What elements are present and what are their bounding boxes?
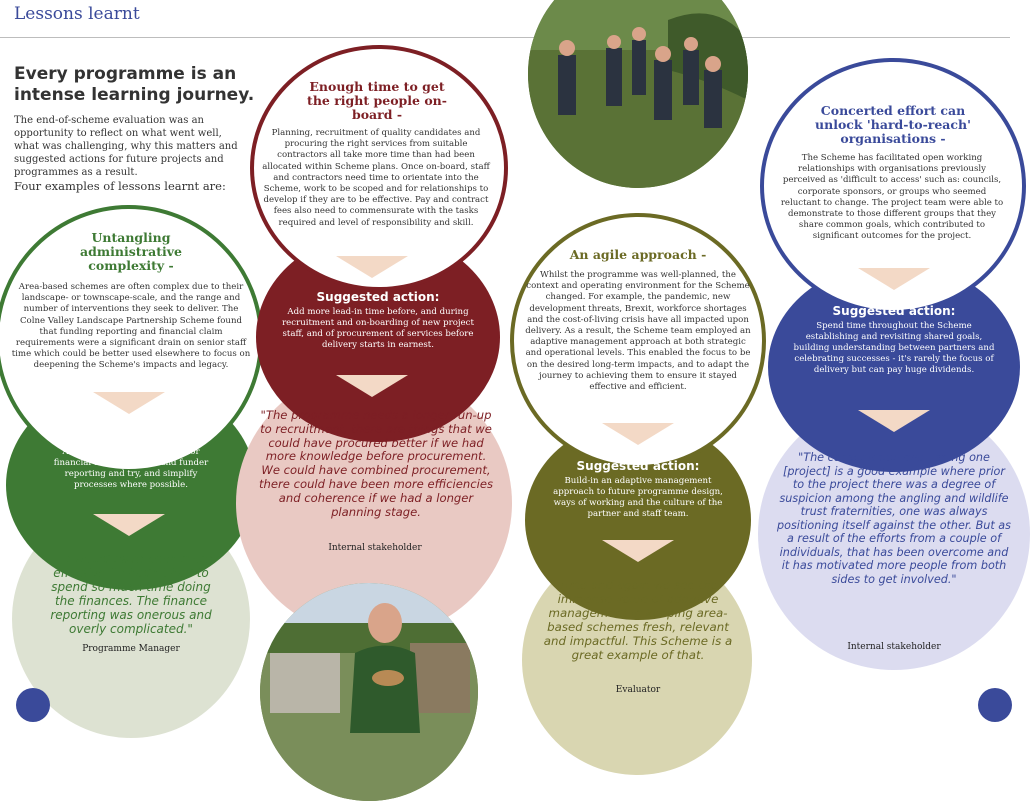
time-attribution: Internal stakeholder [328,543,422,553]
intro-body: The end-of-scheme evaluation was an opportunity to reflect on what went well, what was challenging, why this matters and suggested actions for future projects and programmes as a result. [14,115,238,178]
time-quote: "The programme needs a longer run-up to recruitment, there are things that we could have procured better if we had more knowledge before procurement. We could have combined procurement, there could have been more efficiencies and coherence if we had a longer planning stage. [258,408,494,519]
admin-attribution: Programme Manager [82,644,180,654]
page-number-right [978,688,1012,722]
agile-arrow-1 [602,423,674,445]
admin-arrow-2 [93,514,165,536]
agile-action-heading: Suggested action: [576,459,700,473]
admin-body: Area-based schemes are often complex due to their landscape- or townscape-scale, and the range and number of interventions they seek to deliver. The Colne Valley Landscape Partnership Scheme found that funding reporting and financial claim requirements were a significant drain on senior staff time which could be better used elsewhere to focus on deepening the Scheme's impacts and legacy. [11,282,251,371]
farmer-photo [260,583,478,801]
group-photo-graphic [528,0,748,188]
concerted-action-body: Spend time throughout the Scheme establishing and revisiting shared goals, building understanding between partners and celebrating successes - it's rarely the focus of delivery but can pay huge dividends. [793,321,995,375]
concerted-arrow-2 [858,410,930,432]
concerted-attribution: Internal stakeholder [847,642,941,652]
admin-arrow-1 [93,392,165,414]
concerted-body: The Scheme has facilitated open working relationships with organisations previously perceived as 'difficult to access' such as: councils, corporate sponsors, or groups who seemed reluctant to change. The project team were able to demonstrate to those different groups that they share common goals, which contributed to significant outcomes for the project. [780,153,1004,242]
concerted-action-heading: Suggested action: [832,304,956,318]
intro-heading: Every programme is an intense learning journey. [14,64,255,105]
concerted-arrow-1 [858,268,930,290]
agile-body: Whilst the programme was well-planned, the context and operating environment for the Scheme changed. For example, the pandemic, new development threats, Brexit, workforce shortages and the cost-of-living crisis have all impacted upon delivery. As a result, the Scheme team employed an adaptive management approach at both strategic and operational levels. This enabled the focus to be on the desired long-term impacts, and to adapt the journey to achieving them to ensure it stayed effective and efficient. [525,270,751,393]
admin-action-heading: Suggested action: [69,430,193,444]
concerted-quote: "The conservation and fishing one [project] is a good example where prior to the project there was a degree of suspicion among the angling and wildlife trust fraternities, one was always positioning itself against the other. But as a result of the efforts from a couple of individuals, that has been overcome and it has motivated more people from both sides to get involved." [777,451,1011,586]
time-title: Enough time to get the right people on-board - [307,79,447,122]
page-number-left [16,688,50,722]
admin-title: Untangling administrative complexity - [80,230,182,273]
concerted-title: Concerted effort can unlock 'hard-to-reach' organisations - [815,103,971,146]
intro-lead: Four examples of lessons learnt are: [14,179,226,193]
time-action-heading: Suggested action: [316,290,440,304]
admin-action-body: Allocate dedicated resource for financial administration and funder reporting and try, and simplify processes where possible. [53,447,209,490]
agile-arrow-2 [602,540,674,562]
agile-title: An agile approach - [569,247,707,262]
time-arrow-1 [336,256,408,278]
group-photo [528,0,748,188]
page-title: Lessons learnt [14,4,140,24]
agile-attribution: Evaluator [615,685,661,695]
header-divider [0,37,1010,38]
time-body: Planning, recruitment of quality candidates and procuring the right services from suitable contractors all take more time than had been allocated within Scheme plans. Once on-board, staff and contractors need time to orientate into the Scheme, work to be scoped and for relationships to develop if they are to be effective. Pay and contract fees also need to commensurate with the tasks required and level of responsibility and skill. [262,128,490,228]
time-action-body: Add more lead-in time before, and during recruitment and on-boarding of new project staff, and of procurement of services before delivery starts in earnest. [282,307,474,350]
time-arrow-2 [336,375,408,397]
agile-action-body: Build-in an adaptive management approach to future programme design, ways of working and the culture of the partner and staff team. [553,476,723,519]
agile-quote: Time and again we see the immense value of adaptive management in keeping area-based schemes fresh, relevant and impactful. This Scheme is a great example of that. [543,578,733,662]
admin-quote: "...I would have been more effective if I hadn't had to spend so much time doing the finances. The finance reporting was onerous and overly complicated." [49,552,213,636]
farmer-photo-graphic [260,583,478,801]
